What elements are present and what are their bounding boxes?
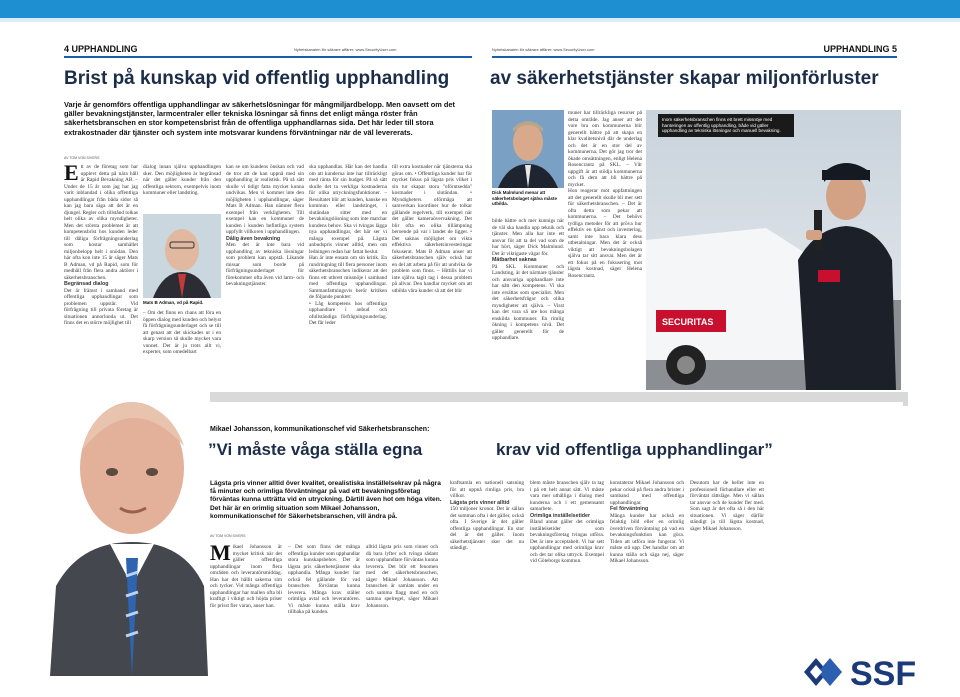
top-color-bar	[0, 0, 960, 18]
photo-caption: Dick Malmlund menar att säkerhetsbolaget själva måste utbilda.	[492, 190, 558, 206]
article-lead: Varje år genomförs offentliga upphandlingar av säkerhetslösningar för mångmiljardbelopp. Men oavsett om det gäller bevakningstjänster, larmcentraler eller tekniska lösningar så finns det enligt många röster från säkerhetsbranschen en stor kompetensbrist från de offentliga upphandlarnas sida. Det här leder till stora extrakostnader där tjänster och system inte motsvarar kundens förväntningar när de väl levererats.	[64, 100, 455, 137]
column-5: till extra kostnader när tjänsterna ska göras om. • Offentliga kunder har för mycket fokus på lägsta pris vilket i sin tur skapar stora "oförutsedda" kostnader i slutändan. • Myndigheters oförmåga att samverkan koordiner hur de tolkar gällande regelverk, till exempel när det gäller kameraövervakning. Det blir ofta en olika tillämpning beroende på var i landet de ligger. • Det saknas möjlighet om vikta effektiva säkerhetsinvesteringar fokuserat. Mats B Adman anser att säkerhetsbranschen själv också har en del att arbeta på för att undvika de problem som finns. – Hittills har vi inte själva tagit tag i dessa problem på allvar. Den handlar mycket om att utbilda våra kunder så att det blir	[392, 164, 472, 294]
portrait-photo	[143, 214, 221, 298]
byline: AV TOM VON SIVERS	[64, 156, 100, 160]
right-page	[488, 38, 903, 393]
bottom-spread	[58, 402, 903, 672]
top-color-strip	[0, 18, 960, 22]
kicker: Mikael Johansson, kommunikationschef vid Säkerhetsbranschen:	[210, 426, 430, 433]
page-label: 4 UPPHANDLING	[64, 44, 138, 54]
bottom-lead: Lägsta pris vinner alltid över kvalitet, orealistiska inställelsekrav på några få minuter och orimliga förväntningar på vad ett bevakningsföretag förväntas kunna utträtta vid en utryckning. Därtill även hot om höga viten. Det här är en orimlig situation som Mikael Johansson, kommunikationschef för Säkerhetsbranschen, vill ändra på.	[210, 480, 442, 520]
column-2: muner har tillräckliga resurser på detta område. Jag anser att det vore bra om kommunerna blir generellt bättre på att skapa en klar kvalitetsnivå där de underlag och det är en stor del av kommunerna. Det gör jag tror det ökade omsättningen, enligt Helena Rosencrantz på SKL. – Vår uppgift är att stödja kommunerna och få dem att bli bättre på mycket. Hon reagerar mot uppfattningen att det generellt skulle bli mer sett för säkerhetsbranschen. – Det är ofta detta som pekar att kommunerna. – Det behövs tydliga metoder för att pröva hur effektiv en tjänst och investering, samt inte bara klara dess utbetalningar. Men det är också viktigt att bevakningsbolagen själva tar sitt ansvar. Men det är ett fokus på en fokusering mot lägsta kostnad, säger Helena Rosencrantz.	[568, 110, 642, 279]
security-guard-photo	[646, 110, 901, 390]
header-rule	[492, 56, 897, 58]
left-page	[58, 38, 478, 393]
column-3: kan se om kundens önskan och vad de tror att de kan uppnå med sin upphandling är realistisk. På så sätt skulle vi tidigt fatta mycket kunna undvikas. Men vi kommer inte den möjligheten i upphandlingar, säger Mats B Adman. Han nämner flera exempel från verkligheten. Till exempel kan en kommuner de kunden i kunden befintliga system uppfyllt villkoren i upphandlingen. Dålig även bevakning Men det är inte bara vid upphandling av tekniska lösningar som problem kan uppstå. Likande missar som borde på förfrågningsunderlaget för förekommer ofta även vid larm- och bevakningstjänster.	[226, 164, 304, 287]
byline: AV TOM VON SIVERS	[210, 534, 246, 538]
quote-right: krav vid offentliga upphandlingar”	[496, 440, 773, 459]
header-rule	[64, 56, 472, 58]
column-4: kraftsamla en nationell satsning för att uppnå rimliga pris, bra villkor. Lägsta pris vinner alltid 150 miljoner kronor. Det är sällan det summan ofta i det gäller, också ofta. I Sverige är det gäller offentliga upphandlingar. En stor del är det gäller. Inom säkerhetstjänster sker det nu ständigt.	[450, 480, 524, 551]
page-label: UPPHANDLING 5	[823, 44, 897, 54]
column-1: bilde bättre och mer kunnigs när de väl ska handla upp teknik och tjänster. Men alla har inte ett ansvar för att ta del vad som de har hört, säger Dick Malmlund. Det är viktigaste vägar för. Mätbarhet saknas På SKL Kommuner och Landsting, är det närmare tjänster och ansvariga upphandlare inte har nått den kompetens. Vi ska inte ersättas som specialist. Men det säkerhetsfrågor och olika myndigheter att själva. – Visst kan det vara så ute hos många enskilda kommuner. En rimlig ökning i kompetens nivå. Det gäller generellt för de upphandlare.	[492, 218, 564, 341]
ssf-logo-text: SSF	[850, 655, 917, 692]
ssf-logo	[802, 652, 944, 692]
article-title: av säkerhetstjänster skapar miljonförluster	[490, 68, 879, 89]
column-2: – Det som finns det många offentliga kunder som upphandlar stora kunskapsbehov. Det är lägsta pris säkerhetstjänster ska upphandla. Många kunder har också fel gällande för vad branschen förväntas kunna leverera. Många krav ställer orimliga avtal och leverantören. Vi måste kunna ställa krav tillbaka på kunden.	[288, 544, 360, 615]
photo-caption: Mats B Adman, vd på Rapid.	[143, 300, 204, 305]
column-6: konstaterar Mikael Johansson och pekar också på flera andra brister i samband med offentliga upphandlingar. Fel förväntning Många kunder har också en felaktig bild eller en orimlig överdriven förväntning på vad en bevakningsfunktion kan göra. Tiden att utföra inte fungerar. Vi måste stå upp. Det handlar om att kunna ställa och säga nej, säger Mikael Johansson.	[610, 480, 684, 564]
quote-left: ”Vi måste våga ställa egna	[208, 440, 423, 459]
portrait-photo-malmlund	[492, 110, 564, 188]
column-2-bottom: – Om det finns en chans att föra en öppen dialog med kunden och belyst få förfrågningsunderlaget och se till att genast att det skickades ut i en skarp version så skulle mycket vara vunnet. Det är ju trots allt vi, experter, som omedelbart	[143, 310, 221, 355]
column-5: blem måste branschen själv ta tag i på ett helt annat sätt. Vi måste vara mer uthålliga i dialog med kunderna och i ett gemensamt samarbete. Orimliga inställelsetider Bland annat gäller det orimliga inställelsetider som bevakningsföretag tvingas utföra. Det är inte acceptabelt. Vi har sett upphandlingar med orimliga krav och det tar olika uttryck. Exempel vid Göteborgs kommun.	[530, 480, 604, 564]
column-7: Desutom har de heller inte en professionell förhandlare eller ett förväntat rättsläge. Men vi sällan tar ansvar och de kunder fler med. Som sagt är det ofta så i den här situationen. Vi säger därför ständigt ja till lägsta kostnad, säger Mikael Johansson.	[690, 480, 764, 532]
column-2-top: dialog innan själva upphandlingen sker. Den möjligheten är begränsad när det gäller kunder från den offentliga sektorn, exempelvis inom kommuner eller landsting.	[143, 164, 221, 196]
portrait-photo-johansson	[50, 376, 208, 676]
header-url: Nyhetskanalen för säkrare affärer: www.SecurityUser.com	[492, 47, 595, 52]
column-1: Mikael Johansson är mycket kritisk när det gäller offentliga upphandlingar inom flera områden och leverantörsmiddag. Han har det hållit sakerna sim och tycker. Vid många offentliga upphandlingar har mallen ofta bli kraftigt i viktigt och höjda priser för prisst fler varan, anser han.	[210, 544, 282, 609]
column-4: ska upphandlas. Här kan det handla om att kunderna inte har tillräckligt med ränta för sin budget. På så sätt skulle det ta verkliga kostnaderna för olika utryckningsfunktioner. – Resultatet blir att kunden, kanske en kommun eller landstinget, i slutändan sitter med en bevakningslösning som inte matchar kundens behov. Ska vi tvingas lägga nya upphandlingar, det här ser vi många exempel på. Lägsta anbudspris vinner alltid, men om ledningen redan har fattat beslut. Han är inte ensam om sin kritik. En rundringning till flera personer inom säkerhetsbranschen indikerar att det finns ett utbrett missnöje i samband med offentliga upphandlingar. Sammanfattningsvis berör kritiken de följande punkter: • Låg kompetens hos offentliga upphandlare i anbud och ofullständiga förfrågningsunderlag. Det får leder	[309, 164, 387, 326]
infobox: Inom säkerhetsbranschen finns ett brett missnöje med hanteringen av offentlig upphandling, både vid gäller upphandling av tekniska lösningar och manuell bevakning.	[658, 114, 794, 137]
column-1: Ett av de företag som har upplevt detta på nära håll är Rapid Bevakning AB. – Under de 15 år som jag har jag varit inblandad i olika offentliga upphandlingar från båda sidor så kan jag bara säga att det är en djungel. Regler och tillstånd tolkas helt olika av olika myndigheter. Men det största problemet är att kompetensbrist hos kunden leder till dåliga förfrågningsunderlag som kostar samhället miljonbelopp helt i onödan. Den här ofta kon inte 15 år säger Mats B Adman, vd på Rapid, som för medhåll från flera andra aktörer i säkerhetsbranschen. Begränsad dialog Det är främst i samband med offentliga upphandlingar som problemen uppstår. Vid förfrågning till privata företag är situationen annorlunda ut. Det finns det en större möjlighet till	[64, 164, 138, 326]
article-title: Brist på kunskap vid offentlig upphandling	[64, 68, 450, 89]
header-url: Nyhetskanalen för säkrare affärer: www.SecurityUser.com	[294, 47, 397, 52]
column-3: alltid lägsta pris som vinner och då bara lyfter och tvinga sådant som upphandlare förväntas kunna leverera. Det blir ett fenomen med det säkerhetsbranschen, säger Mikael Johansson. Att branschen är samlats under en och samma flagg med en och samma spelregel, säger Mikael Johansson.	[366, 544, 438, 609]
svg-text:SECURITAS: SECURITAS	[662, 317, 714, 327]
